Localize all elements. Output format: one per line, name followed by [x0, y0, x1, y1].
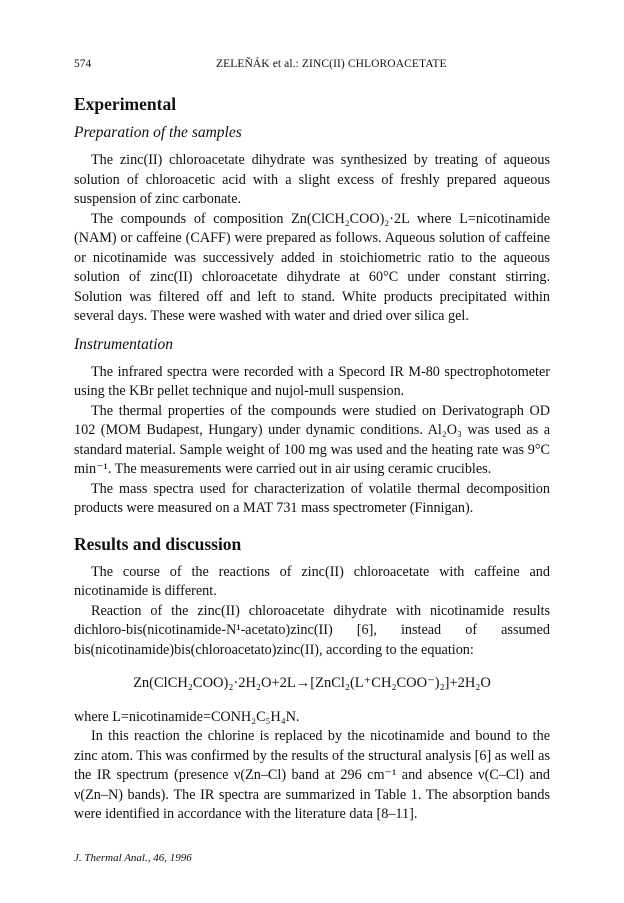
page-header: [74, 58, 550, 74]
paragraph: The mass spectra used for characterization of volatile thermal decomposition products were measured on a MAT 731 mass spectrometer (Finnigan).: [74, 480, 550, 516]
paragraph: The compounds of composition Zn(ClCH₂COO)₂·2L where L=nicotinamide (NAM) or caffeine (CAFF) were prepared as follows. Aqueous solution of caffeine or nicotinamide was successively added in stoichiometric ratio to the aqueous solution of zinc(II) chloroacetate dihydrate at 60°C under constant stirring. Solution was filtered off and left to stand. White products precipitated within several days. These were washed with water and dried over silica gel.: [74, 210, 550, 324]
paragraph: The infrared spectra were recorded with a Specord IR M-80 spectrophotometer using the KBr pellet technique and nujol-mull suspension.: [74, 363, 550, 399]
reaction-equation: Zn(ClCH₂COO)₂·2H₂O+2L→[ZnCl₂(L⁺CH₂COO⁻)₂]+2H₂O: [133, 675, 491, 691]
section-title-results: Results and discussion: [74, 533, 242, 554]
paragraph: The course of the reactions of zinc(II) chloroacetate with caffeine and nicotinamide is different.: [74, 563, 550, 599]
subsection-title-instrumentation: Instrumentation: [74, 335, 174, 353]
article-body: [74, 93, 550, 825]
paragraph: In this reaction the chlorine is replaced by the nicotinamide and bound to the zinc atom. This was confirmed by the results of the structural analysis [6] as well as the IR spectrum (presence ν(Zn–Cl) band at 296 cm⁻¹ and absence ν(C–Cl) and ν(Zn–N) bands). The IR spectra are summarized in Table 1. The absorption bands were identified in accordance with the literature data [8–11].: [74, 728, 550, 822]
paragraph: The zinc(II) chloroacetate dihydrate was synthesized by treating of aqueous solution of chloroacetic acid with a slight excess of freshly prepared aqueous suspension of zinc carbonate.: [74, 152, 550, 207]
paragraph: where L=nicotinamide=CONH₂C₅H₄N.: [74, 708, 300, 725]
subsection-title-preparation: Preparation of the samples: [74, 124, 242, 141]
page-number: 574: [74, 58, 92, 70]
paragraph: The thermal properties of the compounds were studied on Derivatograph OD 102 (MOM Budapest, Hungary) under dynamic conditions. Al₂O₃ was used as a standard material. Sample weight of 100 mg was used and the heating rate was 9°C min⁻¹. The measurements were carried out in air using ceramic crucibles.: [74, 402, 550, 477]
paragraph: Reaction of the zinc(II) chloroacetate dihydrate with nicotinamide results dichloro-bis(nicotinamide-N¹-acetato)zinc(II) [6], instead of assumed bis(nicotinamide)bis(chloroacetato)zinc(II), according to the equation:: [74, 602, 550, 658]
section-title-experimental: Experimental: [74, 94, 177, 114]
journal-citation-footer: J. Thermal Anal., 46, 1996: [74, 852, 192, 864]
running-head: ZELEŇÁK et al.: ZINC(II) CHLOROACETATE: [216, 58, 447, 70]
